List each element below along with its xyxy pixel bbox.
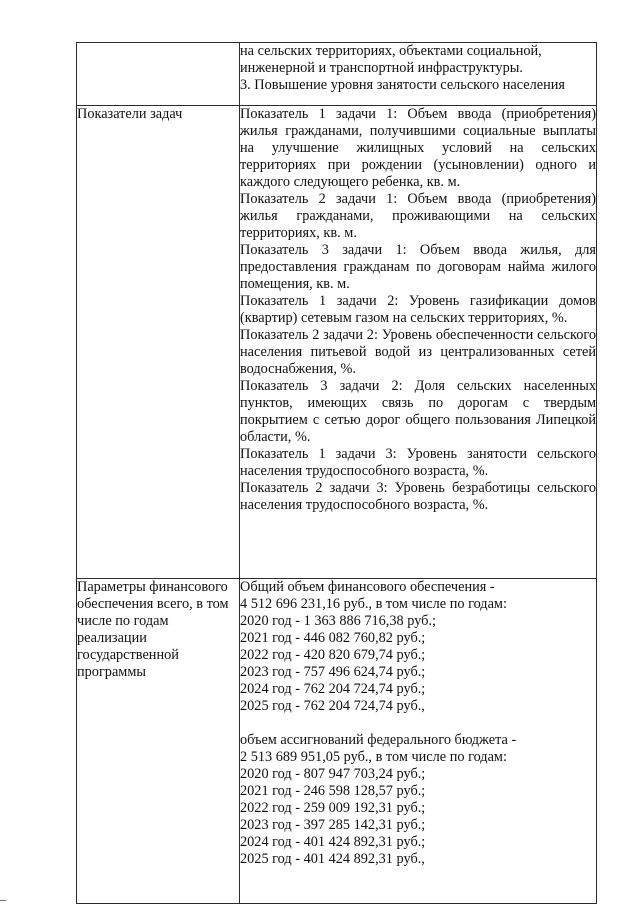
indicator-item: Показатель 1 задачи 2: Уровень газификации домов (квартир) сетевым газом на сельских территориях, %. <box>240 293 596 326</box>
finance-cell <box>240 579 597 904</box>
table-row <box>77 43 597 106</box>
federal-year-line: 2021 год - 246 598 128,57 руб.; <box>240 783 426 799</box>
intro-line: инженерной и транспортной инфраструктуры. <box>240 60 523 76</box>
total-amount: 4 512 696 231,16 руб., в том числе по годам: <box>240 596 507 612</box>
scan-mark <box>0 900 6 901</box>
finance-label-line: обеспечения всего, в том <box>77 596 229 612</box>
finance-label <box>77 579 240 904</box>
intro-line: на сельских территориях, объектами социальной, <box>240 43 542 59</box>
indicator-item: Показатель 1 задачи 1: Объем ввода (приобретения) жилья гражданами, получившими социальные выплаты на улучшение жилищных условий на сельских территориях при рождении (усыновлении) одного и каждого следующего ребенка, кв. м. <box>240 106 596 190</box>
total-heading: Общий объем финансового обеспечения - <box>240 579 495 595</box>
federal-heading: объем ассигнований федерального бюджета - <box>240 732 517 748</box>
total-year-line: 2022 год - 420 820 679,74 руб.; <box>240 647 426 663</box>
program-passport-table <box>76 42 597 904</box>
total-year-line: 2021 год - 446 082 760,82 руб.; <box>240 630 426 646</box>
federal-year-line: 2024 год - 401 424 892,31 руб.; <box>240 834 426 850</box>
spacer <box>240 715 596 732</box>
table-row <box>77 106 597 579</box>
indicators-cell <box>240 106 597 579</box>
federal-year-line: 2025 год - 401 424 892,31 руб., <box>240 851 425 867</box>
indicator-item: Показатель 2 задачи 1: Объем ввода (приобретения) жилья гражданами, проживающими на сельских территориях, кв. м. <box>240 191 596 241</box>
empty-label-cell <box>77 43 240 106</box>
tasks-continuation-cell <box>240 43 597 106</box>
indicator-item: Показатель 2 задачи 3: Уровень безработицы сельского населения трудоспособного возраста, %. <box>240 480 596 513</box>
total-year-line: 2023 год - 757 496 624,74 руб.; <box>240 664 426 680</box>
federal-year-line: 2020 год - 807 947 703,24 руб.; <box>240 766 426 782</box>
total-year-line: 2024 год - 762 204 724,74 руб.; <box>240 681 426 697</box>
finance-label-line: государственной <box>77 647 179 663</box>
table-row <box>77 579 597 904</box>
federal-year-line: 2022 год - 259 009 192,31 руб.; <box>240 800 426 816</box>
finance-label-line: числе по годам <box>77 613 169 629</box>
indicator-item: Показатель 3 задачи 2: Доля сельских населенных пунктов, имеющих связь по дорогам с твердым покрытием с сетью дорог общего пользования Липецкой области, %. <box>240 378 596 445</box>
intro-line: 3. Повышение уровня занятости сельского населения <box>240 77 565 93</box>
federal-amount: 2 513 689 951,05 руб., в том числе по годам: <box>240 749 507 765</box>
finance-label-line: реализации <box>77 630 147 646</box>
finance-label-line: Параметры финансового <box>77 579 228 595</box>
indicator-item: Показатель 3 задачи 1: Объем ввода жилья, для предоставления гражданам по договорам найма жилого помещения, кв. м. <box>240 242 596 292</box>
indicator-item: Показатель 2 задачи 2: Уровень обеспеченности сельского населения питьевой водой из централизованных сетей водоснабжения, %. <box>240 327 596 377</box>
total-year-line: 2025 год - 762 204 724,74 руб., <box>240 698 425 714</box>
indicators-label: Показатели задач <box>77 106 240 579</box>
total-year-line: 2020 год - 1 363 886 716,38 руб.; <box>240 613 436 629</box>
finance-label-line: программы <box>77 664 147 680</box>
indicator-item: Показатель 1 задачи 3: Уровень занятости сельского населения трудоспособного возраста, %. <box>240 446 596 479</box>
federal-year-line: 2023 год - 397 285 142,31 руб.; <box>240 817 426 833</box>
